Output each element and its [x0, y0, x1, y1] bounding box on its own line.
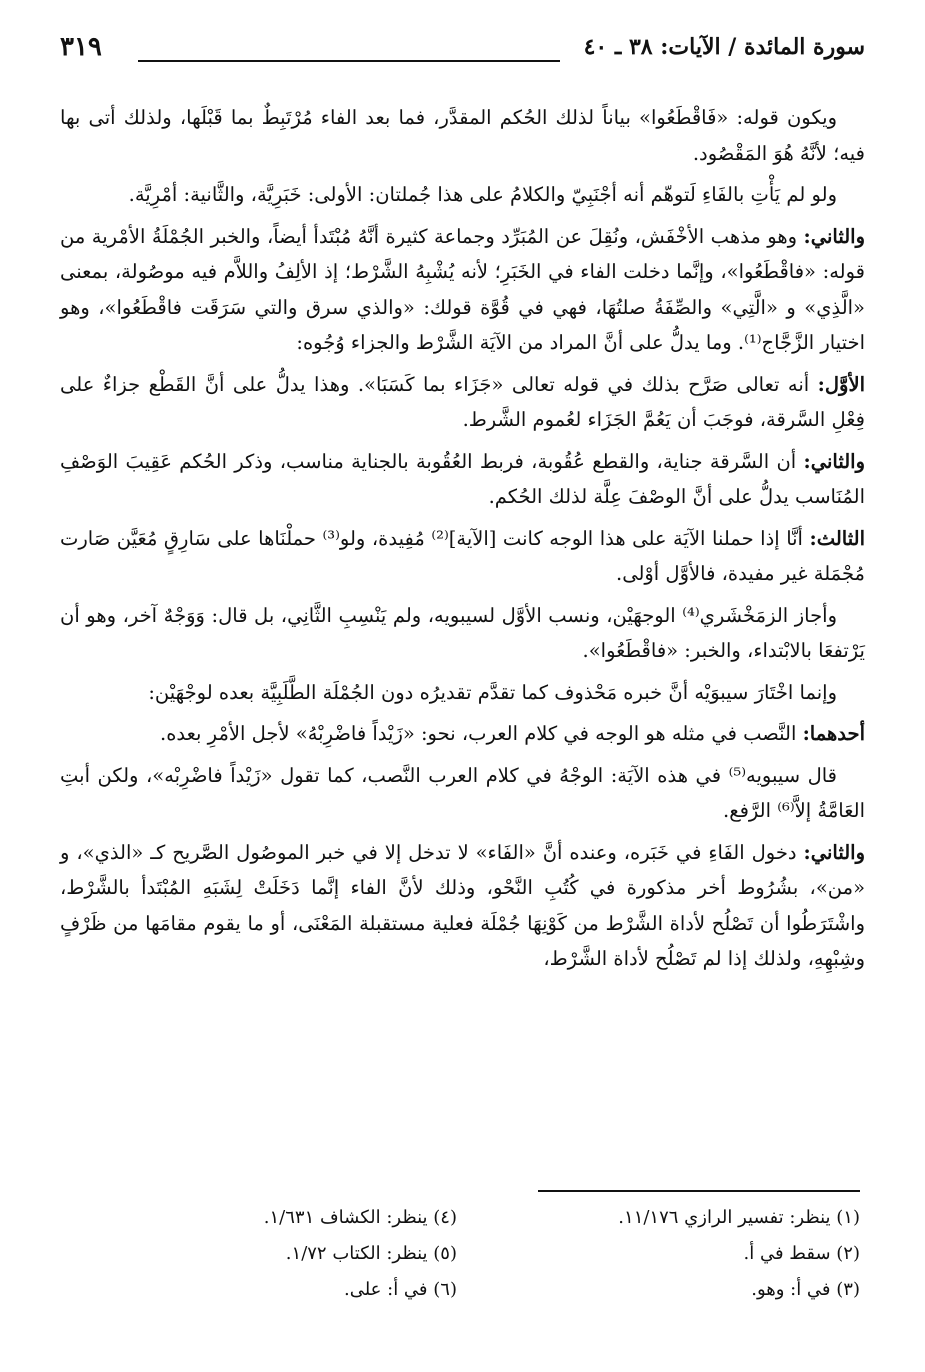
footnote: (٦) في أ: على. — [344, 1279, 457, 1300]
paragraph-label: والثاني: — [803, 449, 865, 473]
paragraph-text: قال سيبويه⁽⁵⁾ في هذه الآيَة: الوجْهُ في كلام العرب النَّصب، كما تقول «زَيْداً فاضْرِبْه»، ولكن أبتِ العَامَّةُ إلاَّ⁽⁶⁾ الرَّفع. — [60, 763, 865, 822]
paragraph-text: أنَّا إذا حملنا الآيَة على هذا الوجه كانت [الآية]⁽²⁾ مُفِيدة، ولو⁽³⁾ حملْنَاها على سَارِقٍ مُعَيَّن صَارت مُجْمَلة غير مفيدة، فالأوَّل أوْلى. — [60, 526, 865, 585]
footnote: (٤) ينظر: الكشاف ١/٦٣١. — [263, 1207, 457, 1228]
paragraph-label: أحدهما: — [802, 722, 865, 745]
page-header — [60, 30, 865, 70]
paragraph-text: أن السَّرقة جناية، والقطع عُقُوبة، فربط العُقُوبة بالجناية مناسب، وذكر الحُكم عَقِيبَ الوَصْفِ المُنَاسب يدلُّ على أنَّ الوصْفَ عِلَّة لذلك الحُكم. — [60, 449, 865, 508]
paragraph — [60, 716, 865, 752]
paragraph — [60, 521, 865, 592]
footnote: (٢) سقط في أ. — [743, 1243, 860, 1264]
paragraph — [60, 675, 865, 711]
footnote: (١) ينظر: تفسير الرازي ١١/١٧٦. — [618, 1207, 860, 1228]
footnote: (٥) ينظر: الكتاب ١/٧٢. — [285, 1243, 457, 1264]
footnote: (٣) في أ: وهو. — [751, 1279, 860, 1300]
paragraph — [60, 598, 865, 669]
paragraph-text: النَّصب في مثله هو الوجه في كلام العرب، نحو: «زَيْداً فاضْرِبْهُ» لأجل الأمْرِ بعده. — [160, 722, 797, 745]
paragraph-text: أنه تعالى صَرَّح بذلك في قوله تعالى «جَزَاء بما كَسَبَا». وهذا يدلُّ على أنَّ القَطْع جزاءٌ على فِعْلِ السَّرقة، فوجَبَ أن يَعُمَّ الجَزَاء لعُموم الشَّرط. — [60, 372, 865, 431]
paragraph-label: الثالث: — [809, 526, 865, 550]
paragraph-label: الأوَّل: — [817, 372, 865, 396]
paragraph — [60, 835, 865, 977]
running-title: سورة المائدة / الآيات: ٣٨ ـ ٤٠ — [583, 34, 865, 60]
paragraph-label: والثاني: — [803, 224, 866, 248]
paragraph — [60, 758, 865, 829]
paragraph-text: دخول الفَاءِ في خَبَره، وعنده أنَّ «الفَاء» لا تدخل إلا في خبر الموصُول الصَّريح كـ «الذي»، و «من»، بشُرُوط أخر مذكورة في كُتُبِ النَّحْو، وذلك لأنَّ الفاء إنَّما دَخَلَتْ لِشَبَهِ المُبْتَدأ بالشَّرْط، واشْتَرَطُوا أن تَصْلُح لأداة الشَّرْط من كَوْنِهَا جُمْلَة فعلية مستقبلة المَعْنَى، أو ما يقوم مقامَها من ظَرْفٍ وشِبْهِهِ، ولذلك إذا لم تَصْلُح لأداة الشَّرْط، — [60, 840, 865, 970]
paragraph — [60, 444, 865, 515]
paragraph-text: وأجاز الزمَخْشَري⁽⁴⁾ الوجهَيْن، ونسب الأوَّل لسيبويه، ولم يَنْسِبِ الثَّانِي، بل قال: وَوَجْهٌ آخر، وهو أن يَرْتفعَا بالابْتداء، والخبر: «فاقْطَعُوا». — [60, 603, 865, 662]
paragraph-text: وإنما اخْتَارَ سيبوَيْه أنَّ خبره مَحْذوف كما تقدَّم تقديرُه دون الجُمْلَة الطَّلَبِيَّة بعده لوجْهَيْن: — [148, 680, 837, 704]
paragraph-text: وهو مذهب الأخْفَش، ونُقِلَ عن المُبَرِّد وجماعة كثيرة أنَّهُ مُبْتَدأ أيضاً، والخبر الجُمْلَةُ الأمْرية من قوله: «فاقْطَعُوا»، وإنَّما دخلت الفاء في الخَبَرِ؛ لأنه يُشْبِهُ الشَّرْط؛ إذ الألِفُ واللاَّم فيه موصُولة، بمعنى «الَّذِي» و «الَّتِي» والصِّفَةُ صلتُهَا، فهي في قُوَّة قولك: «والذي سرق والتي سَرَقَت فاقْطَعُوا»، وهو اختيار الزَّجَّاج⁽¹⁾. وما يدلُّ على أنَّ المراد من الآيَة الشَّرْط والجزاء وُجُوه: — [60, 224, 865, 354]
footnote-rule — [538, 1190, 860, 1192]
paragraph — [60, 100, 865, 171]
paragraph-text: ولو لم يَأْتِ بالفَاءِ لَتوهّم أنه أجْنَبِيّ والكلامُ على هذا جُملتان: الأولى: خَبَرِيَّة، والثَّانية: أمْرِيَّة. — [128, 183, 837, 206]
header-rule — [138, 60, 560, 62]
paragraph — [60, 219, 865, 361]
paragraph — [60, 367, 865, 438]
paragraph — [60, 177, 865, 213]
footnote-column-right — [498, 1200, 860, 1308]
main-text — [60, 100, 865, 983]
paragraph-text: ويكون قوله: «فَاقْطَعُوا» بياناً لذلك الحُكم المقدَّر، فما بعد الفاء مُرْتَبِطٌ بما قَبْلَها، ولذلك أتى بها فيه؛ لأنَّهُ هُوَ المَقْصُود. — [60, 106, 865, 165]
page-number: ٣١٩ — [60, 32, 102, 62]
paragraph-label: والثاني: — [803, 840, 865, 864]
footnote-column-left — [95, 1200, 457, 1308]
